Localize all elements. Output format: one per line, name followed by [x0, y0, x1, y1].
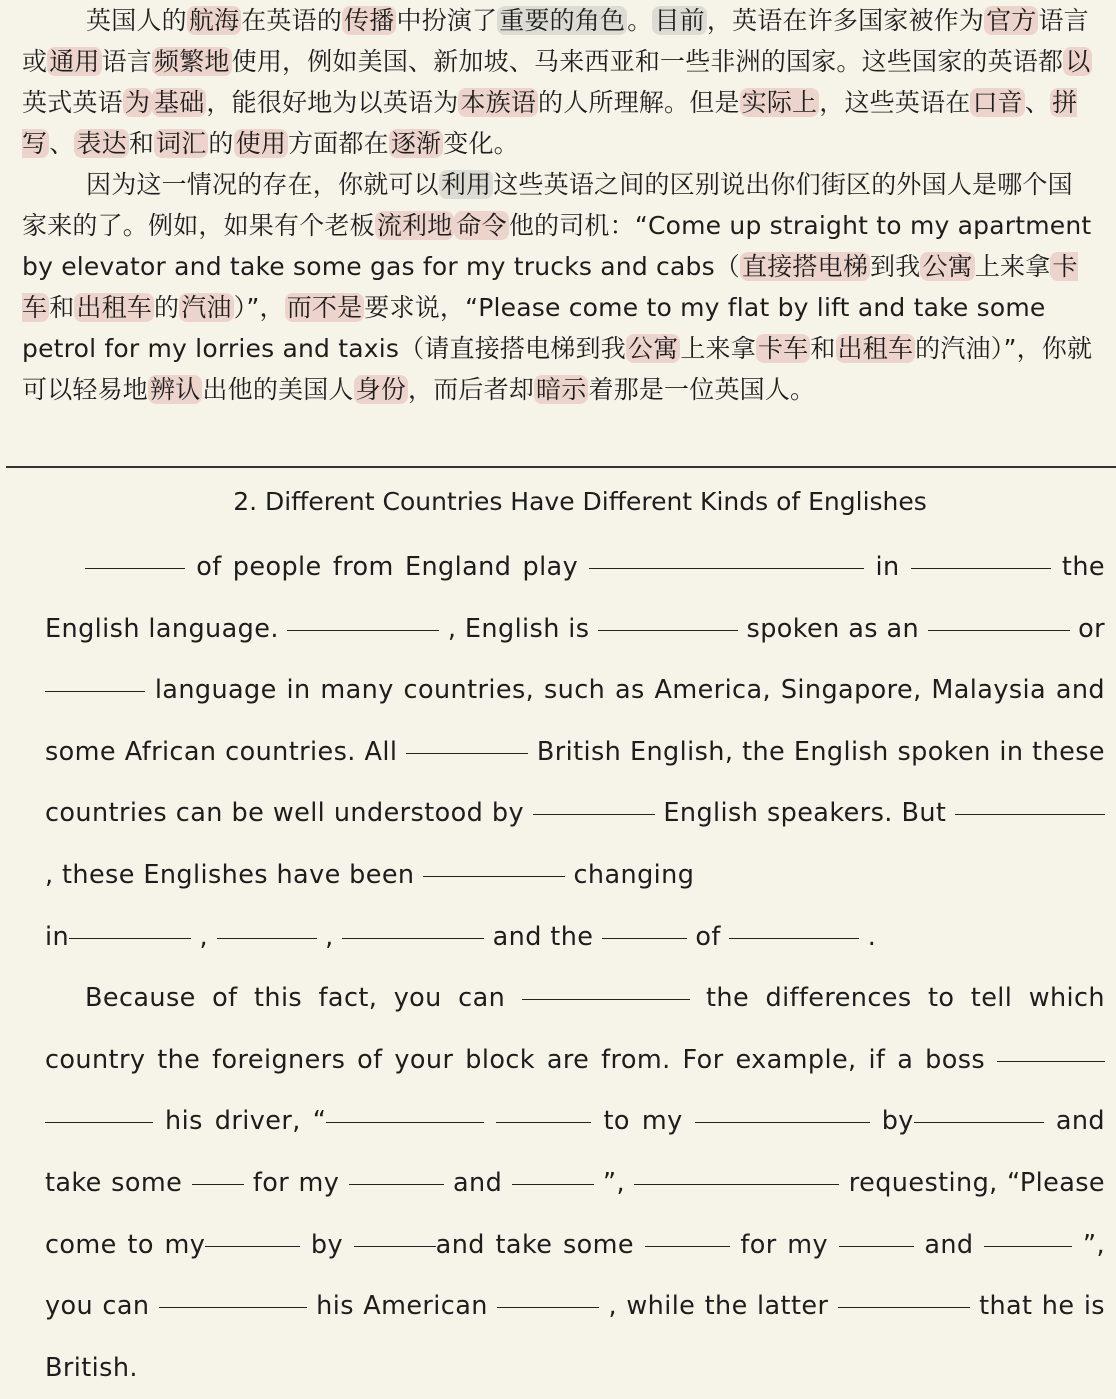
highlighted-phrase: 本族语 — [460, 88, 537, 117]
text-run: 方面都在 — [288, 129, 389, 158]
answer-blank[interactable] — [423, 875, 565, 877]
text-run: to my — [591, 1106, 695, 1137]
text-run: Because of this fact, you can — [85, 983, 522, 1014]
text-run: by — [300, 1229, 354, 1260]
text-run: 到我 — [870, 252, 921, 281]
highlighted-phrase: 命令 — [456, 211, 507, 240]
text-run: 出他的美国人 — [202, 375, 354, 404]
answer-blank[interactable] — [217, 937, 317, 939]
highlighted-phrase: 实际上 — [741, 88, 818, 117]
text-run: ，能很好地为以英语为 — [206, 88, 459, 117]
text-run: ”, — [593, 1167, 635, 1198]
highlighted-phrase: 重要的角色 — [499, 6, 626, 35]
text-run: 中扮演了 — [396, 6, 498, 35]
text-run: that he is British. — [45, 1291, 1105, 1383]
answer-blank[interactable] — [838, 1306, 970, 1308]
answer-blank[interactable] — [342, 937, 484, 939]
text-run: of — [686, 921, 730, 952]
text-run: 着那是一位英国人。 — [588, 375, 816, 404]
text-run: 使用，例如美国、新加坡、马来西亚和一些非洲的国家。这些国家的英语都 — [231, 47, 1064, 76]
highlighted-phrase: 通用 — [49, 47, 100, 76]
text-run: 语言 — [101, 47, 153, 76]
text-run: British English, the English spoken in these countries can be well understood by — [45, 736, 1105, 829]
text-run: and take some — [45, 1106, 1105, 1198]
text-run: and the — [484, 921, 602, 952]
answer-blank[interactable] — [634, 1183, 839, 1185]
text-run: language in many countries, such as America, Singapore, Malaysia and some African countries. All — [45, 675, 1105, 767]
text-run: and — [913, 1229, 985, 1260]
highlighted-phrase: 直接搭电梯 — [742, 252, 869, 281]
answer-blank[interactable] — [598, 629, 738, 631]
exercise-passage — [45, 537, 1105, 1399]
text-run: spoken as an — [738, 613, 928, 644]
highlighted-phrase: 官方 — [986, 6, 1037, 35]
answer-blank[interactable] — [589, 567, 864, 569]
answer-blank[interactable] — [159, 1306, 307, 1308]
highlighted-phrase: 公寓 — [627, 334, 679, 363]
text-run: English speakers. But — [654, 798, 955, 829]
text-run: , — [316, 921, 343, 952]
text-run: , English is — [439, 613, 598, 644]
highlighted-phrase: 基础 — [154, 88, 205, 117]
answer-blank[interactable] — [45, 690, 145, 692]
text-run: or — [1069, 613, 1105, 644]
text-run: 的人所理解。但是 — [538, 88, 740, 117]
text-run: 的 — [154, 293, 180, 322]
text-run: ，而后者却 — [408, 375, 535, 404]
answer-blank[interactable] — [326, 1121, 484, 1123]
text-run: the English language. — [45, 552, 1105, 644]
highlighted-phrase: 辨认 — [150, 375, 201, 404]
answer-blank[interactable] — [406, 752, 528, 754]
answer-blank[interactable] — [914, 1121, 1044, 1123]
answer-blank[interactable] — [695, 1121, 870, 1123]
highlighted-phrase: 逐渐 — [390, 129, 442, 158]
text-run: , — [191, 921, 217, 952]
text-run: , while the latter — [599, 1291, 838, 1322]
highlighted-phrase: 公寓 — [922, 252, 973, 281]
text-run: in — [45, 921, 70, 952]
highlighted-phrase: 传播 — [344, 6, 395, 35]
highlighted-phrase: 身份 — [355, 375, 407, 404]
highlighted-phrase: 表达 — [76, 129, 127, 158]
text-run: 和 — [810, 334, 836, 363]
section-divider — [6, 466, 1116, 468]
text-run: 和 — [128, 129, 155, 158]
text-run: 因为这一情况的存在，你就可以 — [86, 170, 439, 199]
exercise-title: 2. Different Countries Have Different Kinds of Englishes — [233, 487, 927, 516]
answer-blank[interactable] — [522, 998, 690, 1000]
text-run: 上来拿 — [680, 334, 756, 363]
exercise-paragraph-2 — [45, 968, 1105, 1399]
answer-blank[interactable] — [85, 567, 185, 569]
highlighted-phrase: 而不是 — [286, 293, 363, 322]
text-run: and — [443, 1167, 512, 1198]
highlighted-phrase: 使用 — [235, 129, 287, 158]
text-run: the differences to tell which country the foreigners of your block are from. For example, if a boss — [45, 983, 1105, 1075]
text-run: 、 — [49, 129, 75, 158]
highlighted-phrase: 出租车 — [76, 293, 153, 322]
text-run: ”, you can — [45, 1229, 1105, 1322]
highlighted-phrase: 流利地 — [376, 211, 453, 240]
text-run: ）”， — [233, 293, 285, 322]
text-run: 在英语的 — [241, 6, 343, 35]
text-run: , these Englishes have been — [45, 859, 423, 890]
text-run: his driver, “ — [153, 1106, 327, 1137]
chinese-paragraph-1 — [22, 0, 1096, 164]
highlighted-phrase: 目前 — [654, 6, 705, 35]
highlighted-phrase: 出租车 — [837, 334, 914, 363]
text-run: 的汽油）”，你就可以轻易地 — [22, 334, 1093, 404]
answer-blank[interactable] — [496, 1121, 591, 1123]
highlighted-phrase: 以 — [1065, 47, 1091, 76]
text-run: his American — [306, 1291, 498, 1322]
answer-blank[interactable] — [205, 1245, 300, 1247]
highlighted-phrase: 为 — [124, 88, 151, 117]
highlighted-phrase: 频繁地 — [154, 47, 230, 76]
answer-blank[interactable] — [512, 1183, 594, 1185]
text-run: 要求说，“Please come to my flat by lift and take some petrol for my lorries and taxis（请直接搭电梯到我 — [22, 293, 1046, 363]
text-run: requesting, “Please come to my — [45, 1167, 1106, 1260]
text-run: 语言或 — [22, 6, 1089, 76]
highlighted-phrase: 词汇 — [156, 129, 207, 158]
text-run: 他的司机：“Come up straight to my apartment by elevator and take some gas for my trucks and cabs（ — [22, 211, 1092, 281]
answer-blank[interactable] — [45, 1121, 153, 1123]
answer-blank[interactable] — [602, 937, 687, 939]
answer-blank[interactable] — [911, 567, 1051, 569]
text-run: 英国人的 — [86, 6, 187, 35]
answer-blank[interactable] — [354, 1245, 436, 1247]
highlighted-phrase: 暗示 — [536, 375, 587, 404]
text-run: in — [864, 552, 911, 582]
chinese-paragraph-2 — [22, 164, 1096, 410]
answer-blank[interactable] — [349, 1183, 444, 1185]
answer-blank[interactable] — [928, 629, 1070, 631]
answer-blank[interactable] — [192, 1183, 244, 1185]
answer-blank[interactable] — [69, 937, 191, 939]
highlighted-phrase: 拼写 — [22, 88, 1078, 158]
text-run: 这些英语之间的区别说出你们街区的外国人是哪个国家来的了。例如，如果有个老板 — [22, 170, 1073, 240]
exercise-paragraph-1 — [45, 537, 1105, 968]
text-run: for my — [243, 1167, 349, 1198]
text-run: ，这些英语在 — [819, 88, 971, 117]
answer-blank[interactable] — [955, 813, 1105, 815]
text-run: . — [859, 921, 877, 952]
text-run: and take some — [435, 1229, 645, 1260]
answer-blank[interactable] — [997, 1060, 1105, 1062]
text-run: 的 — [208, 129, 234, 158]
highlighted-phrase: 卡车 — [757, 334, 809, 363]
text-run: 和 — [49, 293, 75, 322]
text-run: 变化。 — [443, 129, 519, 158]
highlighted-phrase: 汽油 — [181, 293, 232, 322]
text-run — [484, 1106, 496, 1136]
highlighted-phrase: 卡车 — [22, 252, 1078, 322]
text-run: of people from England play — [185, 552, 590, 582]
highlighted-phrase: 口音 — [972, 88, 1023, 117]
answer-blank[interactable] — [497, 1306, 599, 1308]
text-run: changing — [565, 859, 695, 890]
text-run: 、 — [1024, 88, 1051, 117]
answer-blank[interactable] — [287, 629, 439, 631]
text-run: ，英语在许多国家被作为 — [706, 6, 985, 35]
answer-blank[interactable] — [729, 937, 859, 939]
text-run: 英式英语 — [22, 88, 123, 117]
highlighted-phrase: 航海 — [188, 6, 240, 35]
text-run: for my — [729, 1229, 839, 1260]
highlighted-phrase: 利用 — [440, 170, 492, 199]
answer-blank[interactable] — [984, 1245, 1072, 1247]
answer-blank[interactable] — [839, 1245, 914, 1247]
chinese-passage — [22, 0, 1096, 410]
answer-blank[interactable] — [645, 1245, 730, 1247]
text-run: 。 — [627, 6, 653, 35]
answer-blank[interactable] — [533, 813, 655, 815]
text-run: by — [869, 1106, 914, 1137]
text-run: 上来拿 — [974, 252, 1051, 281]
